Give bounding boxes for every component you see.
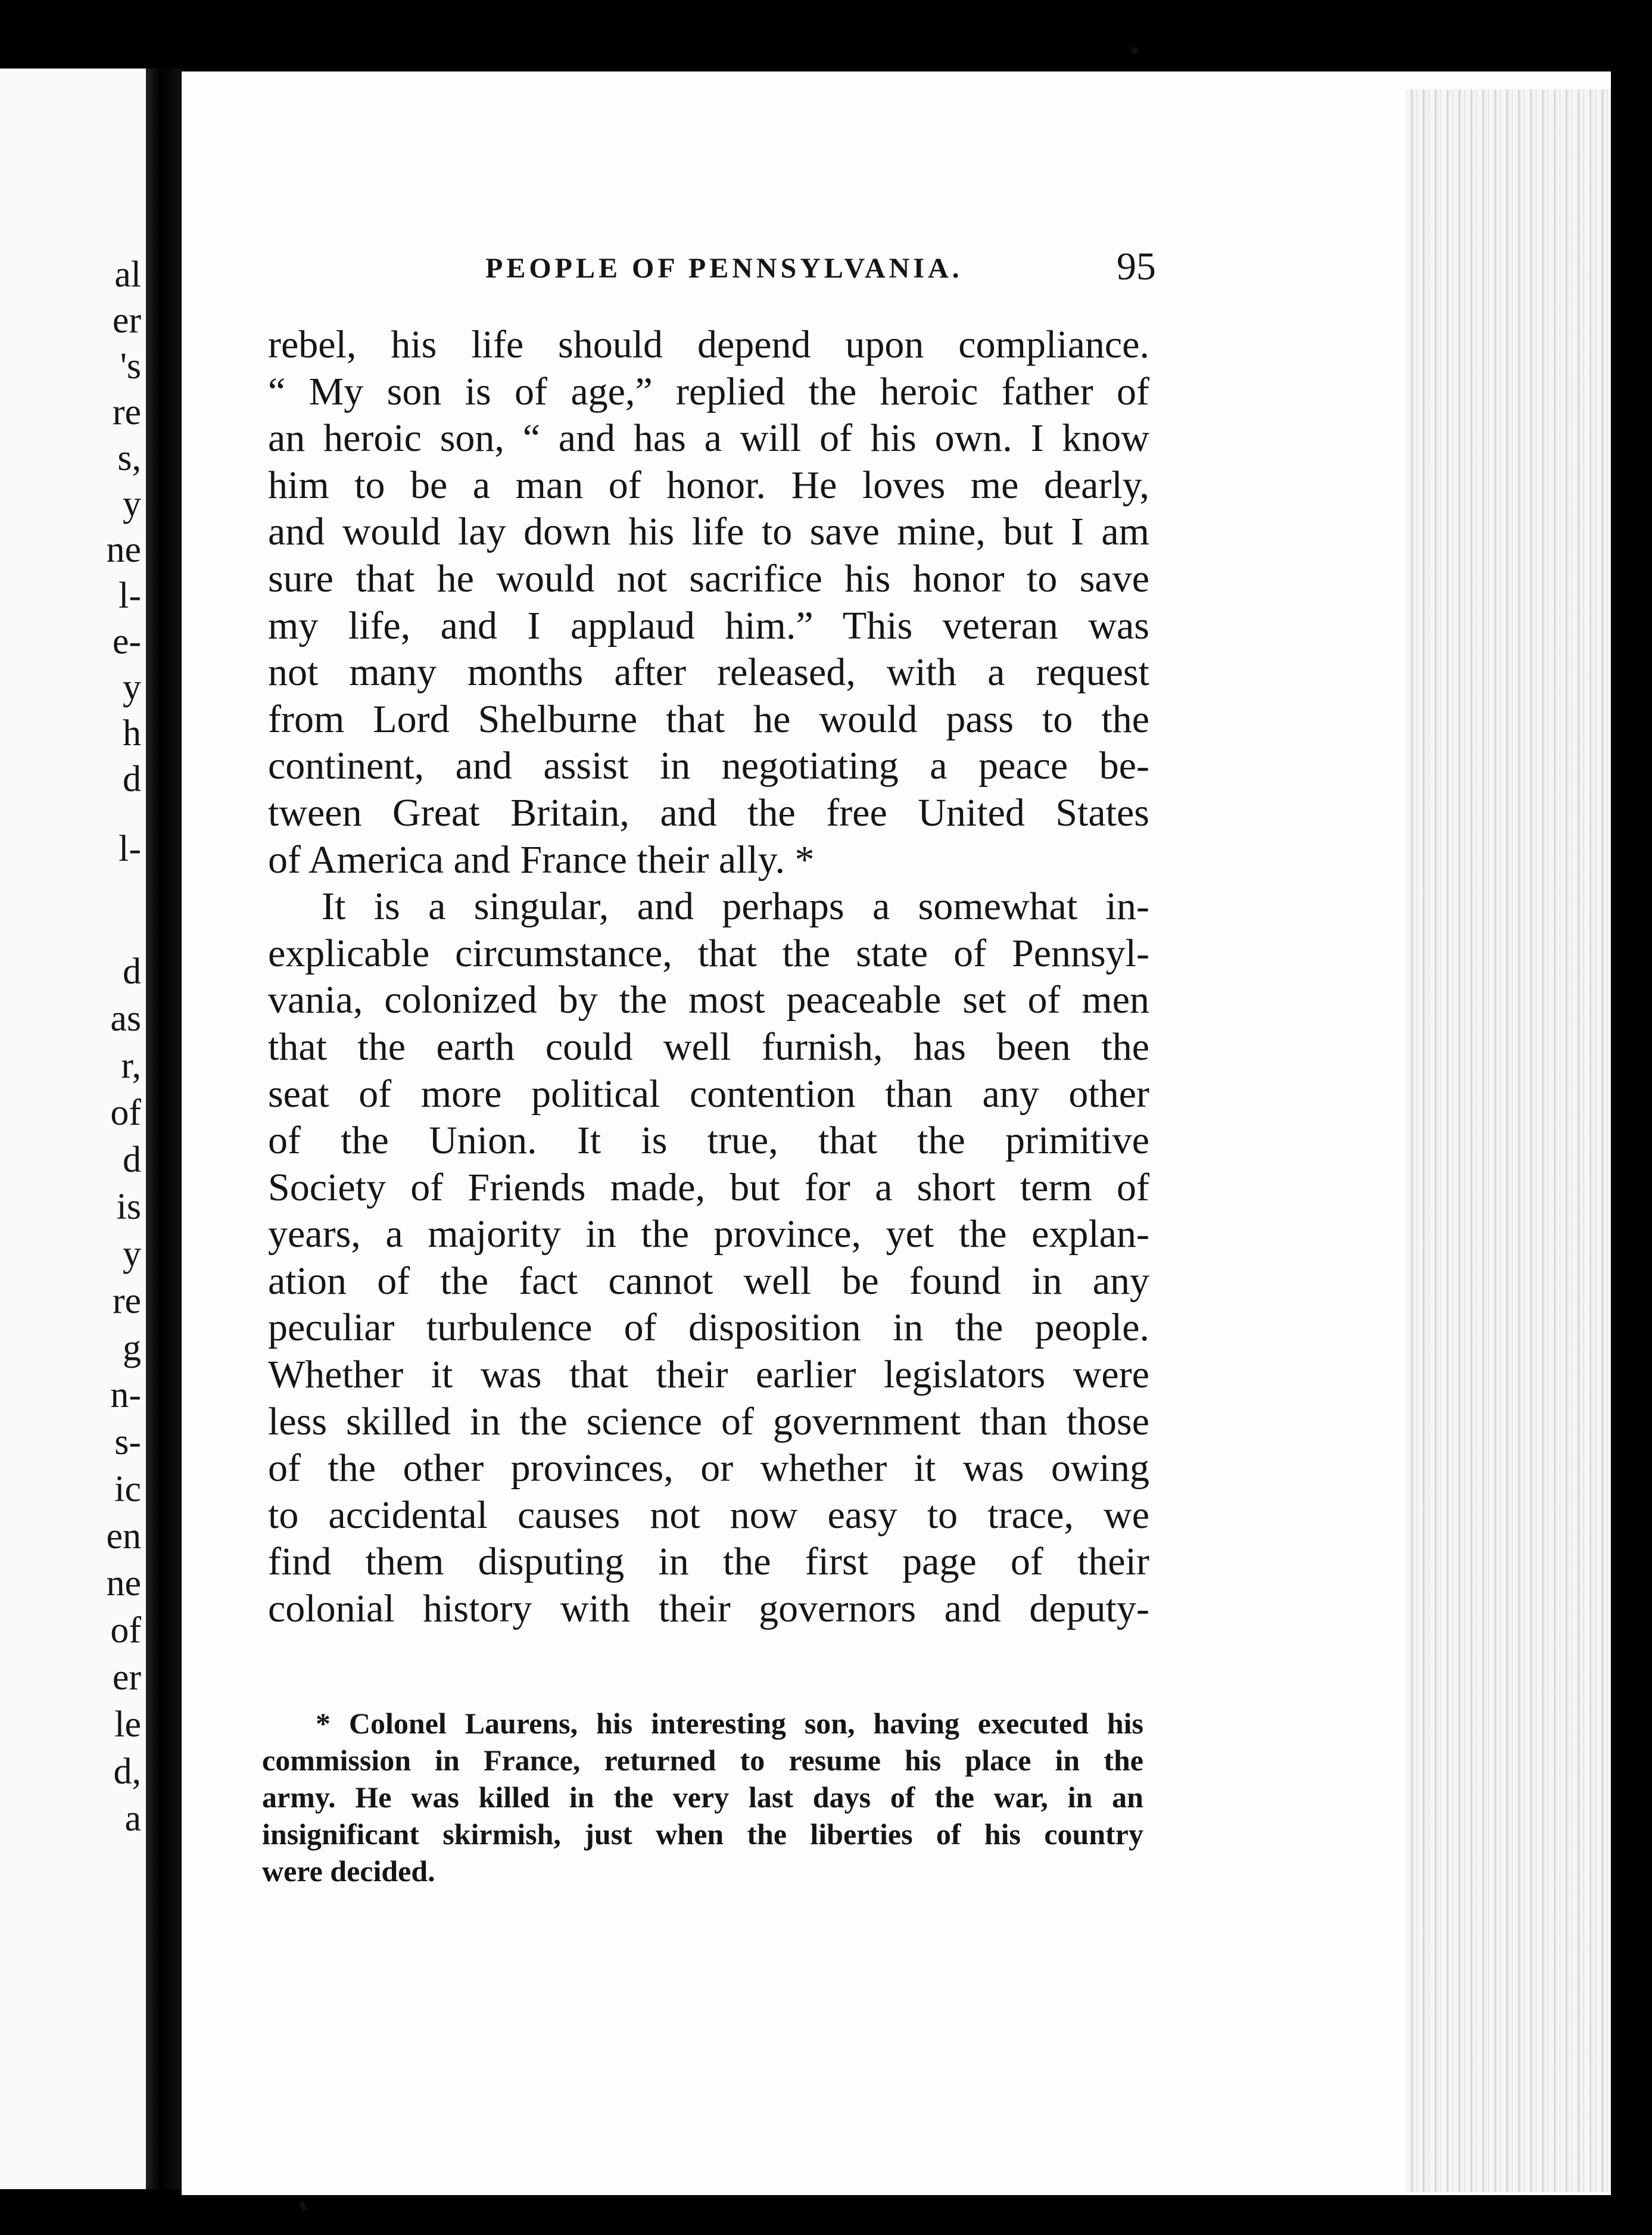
facing-page-fragment: re [112, 392, 141, 432]
facing-page-fragment: e- [112, 621, 141, 662]
facing-page [0, 69, 146, 2189]
facing-page-fragment: is [116, 1187, 141, 1227]
facing-page-fragment: re [112, 1281, 141, 1321]
text-line: “ My son is of age,” replied the heroic father of [268, 369, 1149, 413]
text-line: of the other provinces, or whether it was owing [268, 1446, 1149, 1490]
text-line: Whether it was that their earlier legislators were [268, 1353, 1149, 1397]
text-line: colonial history with their governors and deputy- [268, 1587, 1149, 1631]
facing-page-fragment: ne [106, 1563, 141, 1604]
facing-page-fragment: r, [121, 1045, 141, 1086]
book-gutter [146, 69, 182, 2189]
facing-page-fragment: en [106, 1516, 141, 1557]
text-line: of the Union. It is true, that the primitive [268, 1119, 1149, 1163]
text-line: him to be a man of honor. He loves me dearly, [268, 463, 1149, 507]
facing-page-fragment: d [123, 759, 141, 799]
text-line: rebel, his life should depend upon compliance. [268, 323, 1149, 366]
facing-page-fragment: d [123, 951, 141, 992]
facing-page-fragment: 's [120, 346, 141, 387]
text-line: ation of the fact cannot well be found in any [268, 1259, 1149, 1303]
scan-speck [1130, 46, 1139, 55]
text-line: find them disputing in the first page of their [268, 1540, 1149, 1584]
facing-page-fragment: er [112, 1657, 141, 1698]
page-edges [1405, 89, 1620, 2192]
text-line: continent, and assist in negotiating a peace be- [268, 744, 1149, 788]
running-header: PEOPLE OF PENNSYLVANIA. [485, 253, 963, 284]
footnote-line: * Colonel Laurens, his interesting son, having executed his [316, 1707, 1143, 1740]
text-line: not many months after released, with a request [268, 650, 1149, 695]
facing-page-fragment: as [110, 998, 141, 1039]
facing-page-fragment: ne [106, 530, 141, 570]
facing-page-fragment: g [123, 1328, 141, 1368]
text-line: vania, colonized by the most peaceable set of men [268, 978, 1149, 1022]
scan-speck [299, 2200, 308, 2211]
text-line: explicable circumstance, that the state of Pennsyl- [268, 931, 1149, 975]
text-line: my life, and I applaud him.” This veteran was [268, 603, 1149, 648]
page-number: 95 [1117, 245, 1156, 288]
facing-page-fragment: of [110, 1092, 141, 1133]
text-line: and would lay down his life to save mine, but I am [268, 510, 1149, 554]
facing-page-fragment: l- [119, 575, 141, 616]
facing-page-fragment: s- [114, 1422, 141, 1462]
text-line: It is a singular, and perhaps a somewhat in- [322, 885, 1149, 929]
book-edge-shadow [1611, 71, 1652, 2195]
text-line: of America and France their ally. * [268, 838, 815, 882]
facing-page-fragment: d, [113, 1751, 141, 1792]
text-line: an heroic son, “ and has a will of his own. I know [268, 416, 1149, 460]
text-line: sure that he would not sacrifice his honor to save [268, 556, 1149, 600]
text-line: Society of Friends made, but for a short term of [268, 1165, 1149, 1209]
facing-page-fragment: le [114, 1704, 141, 1745]
text-line: tween Great Britain, and the free United States [268, 790, 1149, 835]
text-line: to accidental causes not now easy to trace, we [268, 1493, 1149, 1537]
facing-page-fragment: y [123, 484, 141, 524]
facing-page-fragment: er [112, 300, 141, 341]
text-line: peculiar turbulence of disposition in the people. [268, 1306, 1149, 1350]
body-text [268, 322, 1149, 1633]
facing-page-fragment: y [123, 667, 141, 708]
facing-page-fragment: h [123, 713, 141, 754]
facing-page-fragment: of [110, 1610, 141, 1651]
facing-page-fragment: al [114, 254, 141, 295]
footnote-line: army. He was killed in the very last days of the war, in an [262, 1780, 1143, 1814]
facing-page-fragment: a [124, 1798, 141, 1839]
text-line: that the earth could well furnish, has been the [268, 1025, 1149, 1069]
facing-page-fragment: y [123, 1234, 141, 1274]
facing-page-fragment: l- [119, 829, 141, 869]
text-line: seat of more political contention than any other [268, 1072, 1149, 1116]
footnote-line: commission in France, returned to resume his place in the [262, 1744, 1143, 1777]
footnote [262, 1705, 1143, 1890]
text-line: less skilled in the science of government than those [268, 1399, 1149, 1443]
facing-page-fragment: s, [117, 438, 141, 478]
facing-page-fragment: ic [114, 1469, 141, 1509]
facing-page-fragment: d [123, 1140, 141, 1180]
footnote-line: insignificant skirmish, just when the liberties of his country [262, 1817, 1143, 1851]
facing-page-fragment: n- [110, 1375, 141, 1415]
text-line: from Lord Shelburne that he would pass to the [268, 697, 1149, 741]
footnote-line: were decided. [262, 1854, 435, 1888]
text-line: years, a majority in the province, yet the explan- [268, 1212, 1149, 1256]
